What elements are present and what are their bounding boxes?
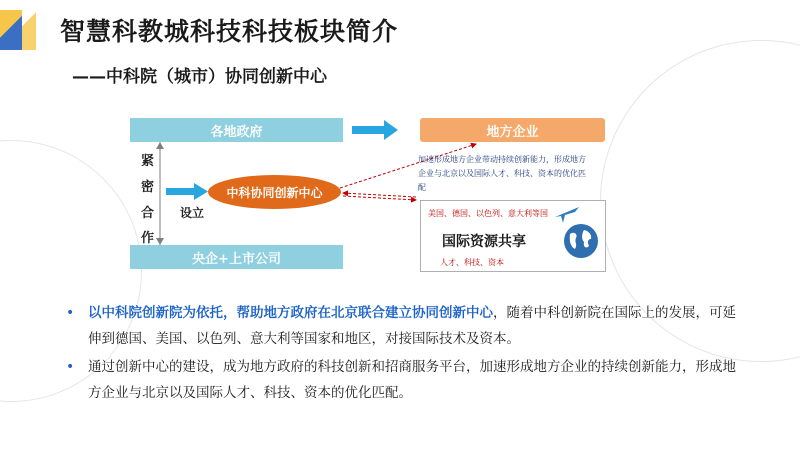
intl-title: 国际资源共享 — [442, 234, 526, 250]
arrow-setup — [166, 183, 208, 200]
arrow-gov-to-firm — [352, 120, 398, 140]
vertical-label-char: 作 — [141, 231, 155, 246]
soe-box: 央企+上市公司 — [130, 245, 343, 269]
bullet-dot-icon: • — [66, 305, 75, 321]
vertical-label-char: 紧 — [141, 154, 155, 169]
gov-box: 各地政府 — [130, 118, 343, 142]
intl-countries: 美国、德国、以色列、意大利等国 — [428, 209, 548, 218]
setup-label: 设立 — [180, 206, 205, 220]
vertical-label-char: 合 — [141, 206, 155, 221]
bullet-dot-icon: • — [66, 359, 75, 375]
slide-title: 智慧科教城科技科技板块简介 — [60, 17, 399, 46]
bullet-item — [66, 300, 746, 352]
vertical-label-char: 密 — [141, 180, 155, 195]
intl-resources: 人才、科技、资本 — [440, 258, 504, 267]
firm-box: 地方企业 — [420, 118, 605, 142]
bullet-text: ，随着中科创新院在国际上的发展，可延伸到德国、美国、以色列、意大利等国家和地区，对接国际技术及资本。 — [88, 305, 736, 347]
globe-icon — [562, 222, 600, 260]
center-ellipse: 中科协同创新中心 — [208, 175, 341, 209]
bullet-list — [66, 300, 746, 408]
bullet-highlight: 以中科院创新院为依托，帮助地方政府在北京联合建立协同创新中心 — [88, 305, 493, 321]
firm-description: 加速形成地方企业带动持续创新能力，形成地方企业与北京以及国际人才、科技、资本的优化匹配 — [418, 155, 586, 192]
bullet-item — [66, 354, 746, 406]
slide-subtitle: ——中科院（城市）协同创新中心 — [72, 67, 327, 87]
bullet-text: 通过创新中心的建设，成为地方政府的科技创新和招商服务平台，加速形成地方企业的持续创新能力，形成地方企业与北京以及国际人才、科技、资本的优化匹配。 — [88, 359, 736, 401]
